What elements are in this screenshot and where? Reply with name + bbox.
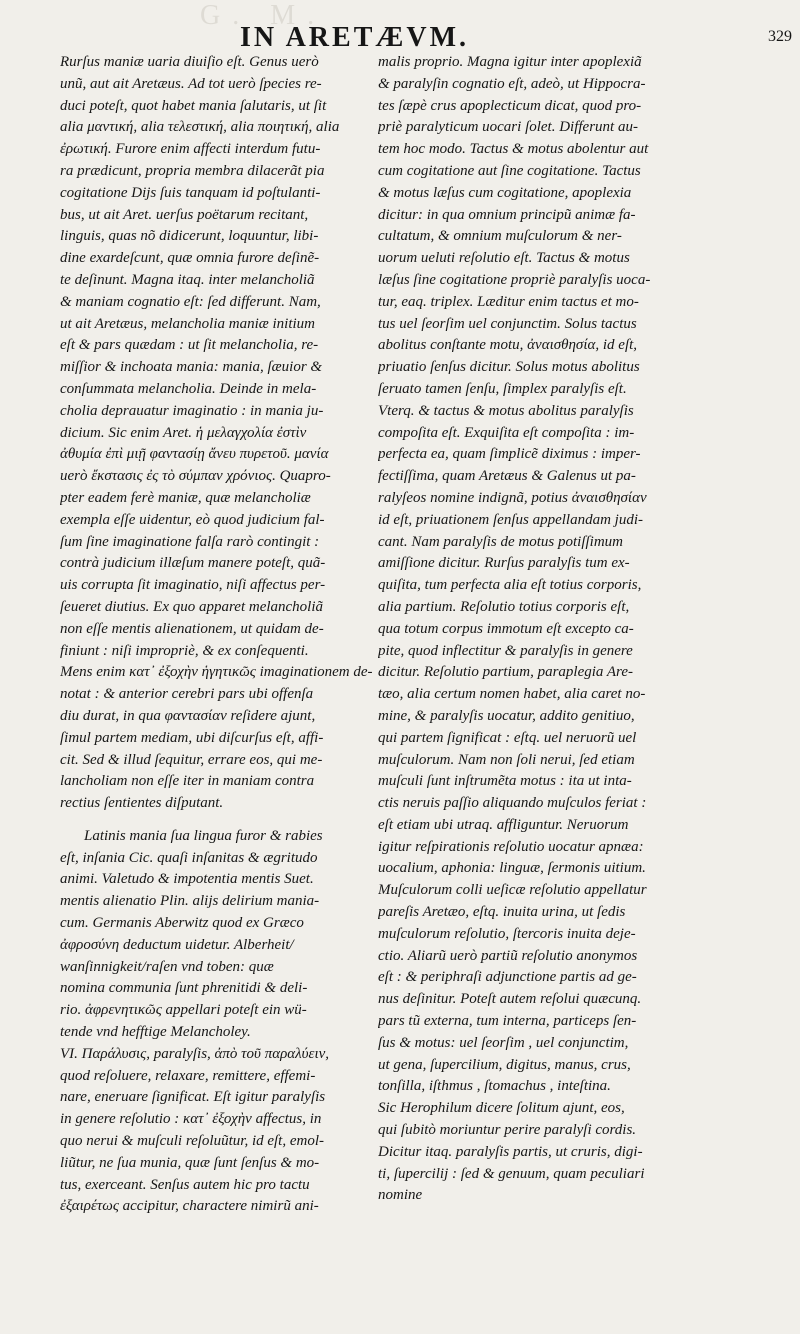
text-line: dicium. Sic enim Aret. ἡ μελαγχολία ἐστὶν — [60, 424, 307, 441]
text-line: tus, exerceant. Senſus autem hic pro tactu — [60, 1176, 310, 1193]
text-line: malis proprio. Magna igitur inter apoplexiã — [378, 54, 642, 70]
text-line: quod reſoluere, relaxare, remittere, effemi- — [60, 1067, 316, 1084]
text-line: ſeruato tamen ſenſu, ſimplex paralyſis eſt. — [378, 380, 627, 397]
text-line: eſt & pars quædam : ut ſit melancholia, re- — [60, 337, 319, 354]
text-line: priuatio ſenſus dicitur. Solus motus abolitus — [378, 359, 640, 376]
text-line: cum. Germanis Aberwitz quod ex Græco — [60, 915, 304, 932]
text-line: tende vnd hefftige Melancholey. — [60, 1024, 251, 1041]
text-line: quiſita, tum perfecta alia eſt totius corporis, — [378, 577, 642, 594]
text-line: wanſinnigkeit/raſen vnd toben: quæ — [60, 958, 274, 975]
text-line: ſeueret diutius. Ex quo apparet melancholiã — [60, 598, 324, 615]
text-line: VI. Παράλυσις, paralyſis, ἀπὸ τοῦ παραλύειν, — [60, 1045, 330, 1062]
text-line: priè paralyticum uocari ſolet. Differunt au- — [378, 119, 638, 136]
text-line: uerò ἔκστασις ἐς τὸ σύμπαν χρόνιος. Quapro- — [60, 468, 331, 485]
text-line: uis corrupta ſit imaginatio, niſi affectus per- — [60, 577, 326, 594]
text-line: non eſſe mentis alienationem, ut quidam de- — [60, 620, 324, 637]
text-line: duci poteſt, quot habet mania ſalutaris, ut ſit — [60, 97, 327, 114]
text-line: cultatum, & omnium muſculorum & ner- — [378, 228, 622, 245]
text-line: unũ, aut ait Aretæus. Ad tot uerò ſpecies re- — [60, 75, 322, 92]
text-line: ἐξαιρέτως accipitur, charactere nimirũ ani- — [60, 1198, 319, 1215]
text-line: ἀθυμία ἐπὶ μιῇ φαντασίῃ ἄνευ πυρετοῦ. μανία — [60, 446, 329, 463]
text-line: læſus ſine cogitatione propriè paralyſis uoca- — [378, 271, 651, 288]
text-line: pite, quod inflectitur & paralyſis in genere — [378, 642, 633, 659]
text-line: ſus & motus: uel ſeorſim , uel conjunctim, — [378, 1034, 629, 1051]
text-line: ralyſeos nomine indignã, potius ἀναισθησίαν — [378, 489, 647, 506]
text-line: miſſior & inchoata mania: mania, ſæuior & — [60, 359, 323, 376]
text-line: rio. ἀφρενητικῶς appellari poteſt ein wü- — [60, 1002, 307, 1019]
text-line: uorum ueluti reſolutio eſt. Tactus & motus — [378, 250, 630, 267]
text-line: muſculi ſunt inſtrumẽta motus : ita ut inta- — [378, 773, 632, 790]
text-line — [60, 815, 378, 826]
text-line: exempla eſſe uidentur, eò quod judicium fal- — [60, 511, 325, 528]
left-column — [60, 52, 378, 1312]
text-line: Vterq. & tactus & motus abolitus paralyſis — [378, 402, 634, 419]
text-line: diu durat, in qua φαντασίαν reſidere ajunt, — [60, 707, 316, 724]
text-line: amiſſione dicitur. Rurſus paralyſis tum ex- — [378, 555, 630, 572]
text-line: abolitus conſtante motu, ἀναισθησία, id eſt, — [378, 337, 638, 354]
text-line: cogitatione Dijs ſuis tanquam id poſtulanti- — [60, 184, 321, 201]
text-line: rectius ſentientes diſputant. — [60, 795, 224, 812]
text-line: Rurſus maniæ uaria diuiſio eſt. Genus uerò — [60, 54, 319, 70]
text-line: pareſis Aretæo, eſtq. inuita urina, ut ſedis — [378, 904, 626, 921]
page-number: 329 — [768, 28, 792, 45]
text-line: linguis, quas nõ didicerunt, loquuntur, libi- — [60, 228, 319, 245]
text-line: qui partem ſignificat : eſtq. uel neruorũ uel — [378, 729, 637, 746]
text-line: liũtur, ne ſua munia, quæ ſunt ſenſus & mo- — [60, 1154, 320, 1171]
text-line: dine exardeſcunt, quæ omnia furore deſinẽ- — [60, 250, 320, 267]
text-line: & maniam cognatio eſt: ſed differunt. Nam, — [60, 293, 321, 310]
text-line: animi. Valetudo & impotentia mentis Suet. — [60, 871, 314, 888]
text-line: Muſculorum colli ueſicæ reſolutio appellatur — [378, 882, 647, 899]
text-line: Dicitur itaq. paralyſis partis, ut cruris, digi- — [378, 1143, 643, 1160]
text-line: te deſinunt. Magna itaq. inter melancholiã — [60, 271, 315, 288]
text-line: mine, & paralyſis uocatur, addito genitiuo, — [378, 707, 635, 724]
text-line: muſculorum reſolutio, ſtercoris inuita deje- — [378, 925, 636, 942]
text-line: pter eadem ferè maniæ, quæ melancholiæ — [60, 489, 311, 506]
text-line: ἐρωτική. Furore enim affecti interdum futu- — [60, 141, 321, 158]
text-line: compoſita eſt. Exquiſita eſt compoſita : im- — [378, 424, 635, 441]
text-line: ctis neruis paſſio aliquando muſculos feriat : — [378, 795, 647, 812]
text-line: eſt etiam ubi utraq. affliguntur. Neruorum — [378, 816, 629, 833]
text-line: ἀφροσύνη deductum uidetur. Alberheit/ — [60, 936, 294, 953]
text-line: tus uel ſeorſim uel conjunctim. Solus tactus — [378, 315, 637, 332]
text-line: cit. Sed & illud ſequitur, errare eos, qui me- — [60, 751, 323, 768]
text-line: qui ſubitò moriuntur perire paralyſi cordis. — [378, 1122, 637, 1139]
text-line: tur, eaq. triplex. Læditur enim tactus et mo- — [378, 293, 639, 310]
text-line: notat : & anterior cerebri pars ubi offenſa — [60, 686, 314, 703]
text-line: tæo, alia certum nomen habet, alia caret no- — [378, 686, 646, 703]
right-column — [378, 52, 790, 1312]
text-line: Sic Herophilum dicere ſolitum ajunt, eos, — [378, 1100, 625, 1117]
text-line: quo nerui & muſculi reſoluũtur, id eſt, emol- — [60, 1133, 325, 1150]
text-line: ut ait Aretæus, melancholia maniæ initium — [60, 315, 315, 332]
text-line: Mens enim κατ᾽ ἐξοχὴν ἡγητικῶς imaginationem de- — [60, 664, 373, 681]
text-line: conſummata melancholia. Deinde in mela- — [60, 380, 317, 397]
text-line: perfecta ea, quam ſimplicẽ diximus : imper- — [378, 446, 641, 463]
bleed-through-text: G. M. — [200, 0, 327, 31]
text-line: Latinis mania ſua lingua furor & rabies — [84, 827, 323, 844]
text-line: eſt : & periphraſi adjunctione partis ad ge- — [378, 969, 637, 986]
text-line: cholia deprauatur imaginatio : in mania ju- — [60, 402, 324, 419]
text-line: fectiſſima, quam Aretæus & Galenus ut pa- — [378, 468, 636, 485]
text-line: ti, ſupercilij : ſed & genuum, quam peculiari — [378, 1165, 645, 1182]
text-line: & motus læſus cum cogitatione, apoplexia — [378, 184, 632, 201]
text-line: cant. Nam paralyſis de motus potiſſimum — [378, 533, 623, 550]
text-line: alia μαντική, alia τελεστική, alia ποιητική, alia — [60, 119, 340, 136]
text-line: pars tũ externa, tum interna, particeps ſen- — [378, 1013, 637, 1030]
text-line: mentis alienatio Plin. alijs delirium mania- — [60, 893, 320, 910]
text-line: in genere reſolutio : κατ᾽ ἐξοχὴν affectus, in — [60, 1111, 322, 1128]
text-line: nomine — [378, 1187, 423, 1204]
text-line: tonſilla, iſthmus , ſtomachus , inteſtina. — [378, 1078, 611, 1095]
text-line: muſculorum. Nam non ſoli nerui, ſed etiam — [378, 751, 635, 768]
text-line: bus, ut ait Aret. uerſus poëtarum recitant, — [60, 206, 309, 223]
text-line: qua totum corpus immotum eſt excepto ca- — [378, 620, 634, 637]
text-line: dicitur. Reſolutio partium, paraplegia Are- — [378, 664, 633, 681]
running-head — [0, 22, 800, 56]
text-line: uocalium, aphonia: linguæ, ſermonis uitium. — [378, 860, 646, 877]
running-title: IN ARETÆVM. — [240, 22, 470, 53]
text-line: igitur reſpirationis reſolutio uocatur apnæa: — [378, 838, 644, 855]
text-line: cum cogitatione aut ſine cogitatione. Tactus — [378, 162, 641, 179]
text-line: nomina communia ſunt phrenitidi & deli- — [60, 980, 308, 997]
text-line: ſum ſine imaginatione falſa rarò contingit : — [60, 533, 320, 550]
text-line: ra prædicunt, propria membra dilacerãt pia — [60, 162, 325, 179]
text-line: contrà judicium illæſum manere poteſt, quã- — [60, 555, 326, 572]
text-line: tem hoc modo. Tactus & motus abolentur aut — [378, 141, 649, 158]
text-line: finiunt : niſi impropriè, & ex conſequenti. — [60, 642, 309, 659]
text-line: ctio. Aliarũ uerò partiũ reſolutio anonymos — [378, 947, 638, 964]
text-line: lancholiam non eſſe iter in maniam contra — [60, 773, 315, 790]
text-line: dicitur: in qua omnium principũ animæ fa- — [378, 206, 636, 223]
text-line: nus deſinitur. Poteſt autem reſolui quæcunq. — [378, 991, 642, 1008]
text-line: eſt, inſania Cic. quaſi inſanitas & ægritudo — [60, 849, 318, 866]
text-line: ſimul partem mediam, ubi diſcurſus eſt, affi- — [60, 729, 324, 746]
text-line: ut gena, ſupercilium, digitus, manus, crus, — [378, 1056, 631, 1073]
text-line: tes ſæpè crus apoplecticum dicat, quod pro- — [378, 97, 642, 114]
text-line: & paralyſin cognatio eſt, adeò, ut Hippocra- — [378, 75, 646, 92]
text-line: alia partium. Reſolutio totius corporis eſt, — [378, 598, 630, 615]
text-line: id eſt, priuationem ſenſus appellandam judi- — [378, 511, 643, 528]
text-line: nare, eneruare ſignificat. Eſt igitur paralyſis — [60, 1089, 326, 1106]
